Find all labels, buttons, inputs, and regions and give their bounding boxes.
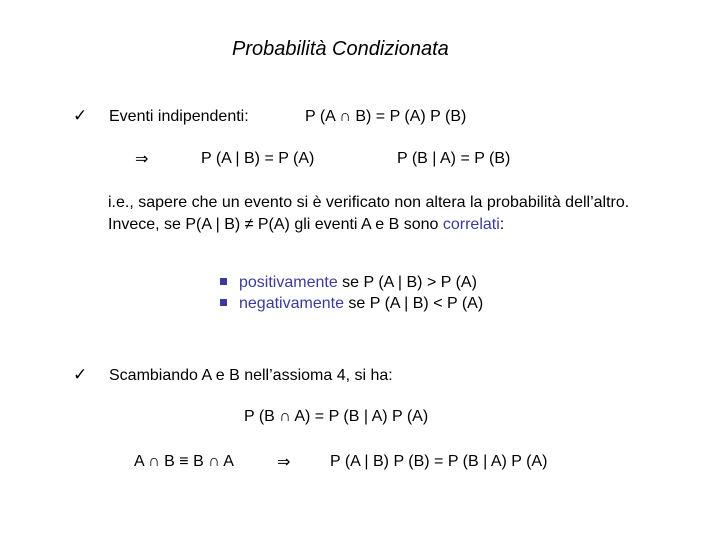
explanation-line1: i.e., sapere che un evento si è verificato non altera la probabilità dell’altro. <box>108 194 630 211</box>
implies-arrow-icon: ⇒ <box>135 149 149 168</box>
correlation-term: negativamente <box>239 295 344 312</box>
bullet2-formula: P (B ∩ A) = P (B | A) P (A) <box>244 408 429 425</box>
bullet1-formula: P (A ∩ B) = P (A) P (B) <box>305 108 467 125</box>
square-bullet-icon <box>220 299 227 306</box>
correlation-item <box>220 273 477 293</box>
correlated-term: correlati <box>442 216 500 233</box>
implication-right-formula: P (B | A) = P (B) <box>397 150 511 167</box>
slide-title: Probabilità Condizionata <box>232 38 449 60</box>
implication-left-formula: P (A | B) = P (A) <box>201 150 315 167</box>
check-icon: ✓ <box>73 365 88 384</box>
explanation-line2-prefix: Invece, se P(A | B) ≠ P(A) gli eventi A e B sono <box>108 216 443 233</box>
bullet1-label: Eventi indipendenti: <box>109 108 249 125</box>
check-icon: ✓ <box>73 106 88 125</box>
bullet2-label: Scambiando A e B nell’assioma 4, si ha: <box>109 367 393 384</box>
correlation-term: positivamente <box>239 274 338 291</box>
implies-arrow-icon: ⇒ <box>277 452 291 471</box>
correlation-condition: se P (A | B) < P (A) <box>343 295 484 312</box>
correlation-condition: se P (A | B) > P (A) <box>337 274 477 291</box>
set-identity: A ∩ B ≡ B ∩ A <box>134 453 234 470</box>
square-bullet-icon <box>220 278 227 285</box>
correlation-item <box>220 294 483 314</box>
explanation-line2-suffix: : <box>499 216 505 233</box>
explanation-line2 <box>108 215 504 235</box>
final-formula: P (A | B) P (B) = P (B | A) P (A) <box>330 453 548 470</box>
